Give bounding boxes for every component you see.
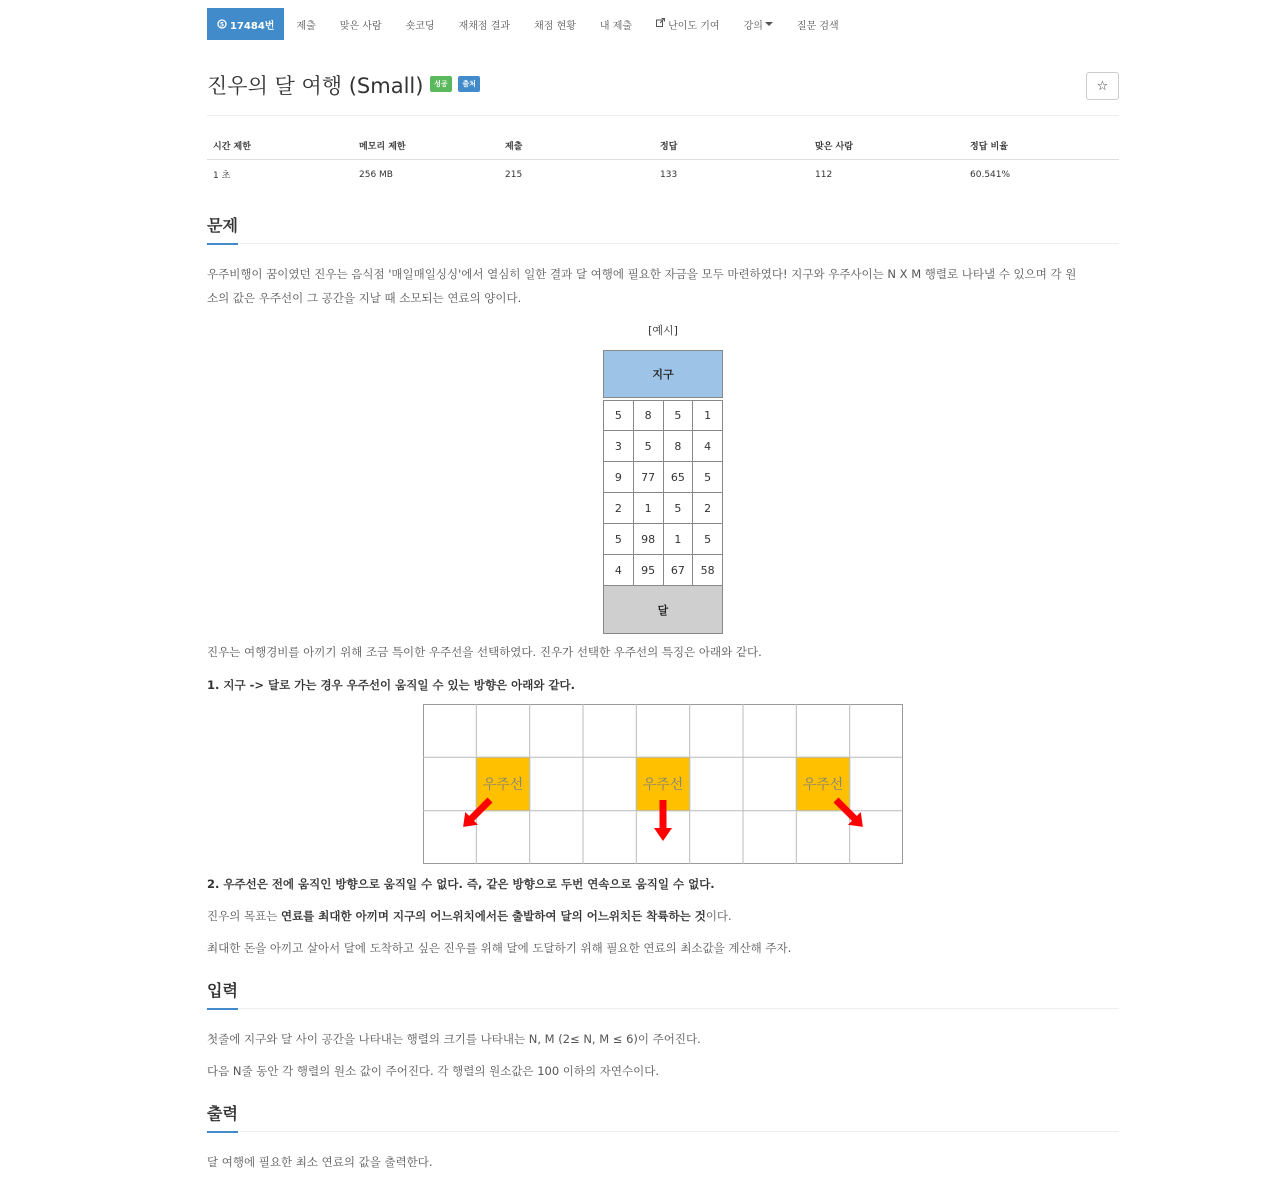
ship-label-right: 우주선 [802, 777, 844, 793]
source-badge[interactable]: 출처 [458, 76, 480, 92]
submissions-value: 215 [505, 169, 523, 180]
main-container [207, 0, 1119, 1169]
ship-label-center: 우주선 [642, 777, 684, 793]
grid-cell: 1 [634, 493, 664, 524]
grid-cell: 5 [664, 400, 694, 431]
nav-my-submissions[interactable]: 내 제출 [599, 20, 633, 32]
favorite-button[interactable] [1086, 72, 1119, 100]
grid-cell: 77 [634, 462, 664, 493]
rule-1 [207, 673, 1119, 697]
ship-label-left: 우주선 [482, 777, 524, 793]
grid-cell: 9 [604, 462, 634, 493]
caret-down-icon [765, 22, 773, 26]
direction-figure [423, 704, 903, 864]
problem-menu [207, 0, 1119, 48]
output-line-1: 달 여행에 필요한 최소 연료의 값을 출력한다. [207, 1155, 433, 1169]
grid-cell: 5 [664, 493, 694, 524]
problem-heading-text: 문제 [207, 213, 238, 245]
output-section-heading [207, 1101, 1119, 1132]
nav-difficulty-label: 난이도 기여 [668, 20, 720, 32]
grid-cell: 3 [604, 431, 634, 462]
page-title [207, 70, 480, 100]
grid-cell: 1 [664, 524, 694, 555]
accept-ratio-value: 60.541% [970, 169, 1011, 180]
grid-cell: 5 [693, 462, 723, 493]
problem-paragraph-2: 진우는 여행경비를 아끼기 위해 조금 특이한 우주선을 선택하였다. 진우가 선택한 우주선의 특징은 아래와 같다. [207, 645, 762, 659]
time-limit-value: 1 초 [213, 171, 231, 181]
svg-text:5: 5 [219, 21, 225, 29]
badge-icon [217, 18, 227, 30]
goal-bold: 연료를 최대한 아끼며 지구의 어느위치에서든 출발하여 달의 어느위치든 착륙하는 것 [280, 909, 706, 923]
grid-cell: 8 [634, 400, 664, 431]
nav-question-search[interactable]: 질문 검색 [796, 20, 839, 32]
rule-1-text: 1. 지구 -> 달로 가는 경우 우주선이 움직일 수 있는 방향은 아래와 같다. [207, 678, 576, 692]
success-badge[interactable]: 성공 [430, 76, 452, 92]
rule-2-text: 2. 우주선은 전에 움직인 방향으로 움직일 수 없다. 즉, 같은 방향으로 두번 연속으로 움직일 수 없다. [207, 877, 715, 891]
grid-cell: 95 [634, 555, 664, 586]
goal-prefix: 진우의 목표는 [207, 909, 281, 923]
nav-difficulty[interactable] [644, 8, 731, 40]
problem-title: 진우의 달 여행 (Small) [207, 74, 424, 98]
input-line-1: 첫줄에 지구와 달 사이 공간을 나타내는 행렬의 크기를 나타내는 N, M (2≤ N, M ≤ 6)이 주어진다. [207, 1032, 701, 1046]
table-row [207, 160, 1119, 190]
grid-cell: 5 [634, 431, 664, 462]
grid-cell: 67 [664, 555, 694, 586]
problem-text-line-1: 우주비행이 꿈이였던 진우는 음식점 '매일매일싱싱'에서 열심히 일한 결과 달 여행에 필요한 자금을 모두 마련하였다! 지구와 우주사이는 N X M 행렬로 나타낼 수 있으며 각 원 [207, 267, 1077, 281]
problem-id-label: 17484번 [230, 20, 275, 32]
table-header-row [207, 132, 1119, 160]
moon-label: 달 [603, 586, 723, 634]
grid-cell: 2 [693, 493, 723, 524]
accepted-value: 133 [660, 169, 678, 180]
grid-cell: 5 [693, 524, 723, 555]
star-icon: ☆ [1096, 78, 1109, 94]
solved-users-value: 112 [815, 169, 833, 180]
rule-2 [207, 872, 1119, 896]
grid-cell: 4 [693, 431, 723, 462]
header-solved-users: 맞은 사람 [809, 132, 964, 160]
direction-diagram [423, 704, 903, 864]
header-memory-limit: 메모리 제한 [353, 132, 499, 160]
external-link-icon [656, 18, 665, 30]
header-accepted: 정답 [654, 132, 809, 160]
problem-paragraph-3: 최대한 돈을 아끼고 살아서 달에 도착하고 싶은 진우를 위해 달에 도달하기 위해 필요한 연료의 최소값을 계산해 주자. [207, 941, 792, 955]
nav-lectures[interactable] [732, 8, 785, 40]
goal-suffix: 이다. [705, 909, 732, 923]
header-accept-ratio: 정답 비율 [964, 132, 1119, 160]
grid-cell: 5 [604, 524, 634, 555]
grid-cell: 2 [604, 493, 634, 524]
nav-short-coding[interactable]: 숏코딩 [405, 20, 435, 32]
problem-section-heading [207, 213, 1119, 244]
goal-paragraph [207, 904, 1119, 928]
problem-paragraph-1 [207, 262, 1119, 310]
grid-cell: 65 [664, 462, 694, 493]
earth-label: 지구 [603, 350, 723, 398]
fuel-grid [603, 400, 723, 586]
grid-cell: 58 [693, 555, 723, 586]
nav-solved-users[interactable]: 맞은 사람 [339, 20, 382, 32]
problem-info-table [207, 132, 1119, 189]
grid-cell: 5 [604, 400, 634, 431]
header-time-limit: 시간 제한 [207, 132, 353, 160]
memory-limit-value: 256 MB [359, 169, 393, 180]
output-heading-text: 출력 [207, 1101, 238, 1133]
grid-cell: 4 [604, 555, 634, 586]
title-row [207, 48, 1119, 116]
grid-cell: 8 [664, 431, 694, 462]
nav-rejudge[interactable]: 재채점 결과 [458, 20, 511, 32]
header-submissions: 제출 [499, 132, 654, 160]
nav-submit[interactable]: 제출 [296, 20, 316, 32]
grid-cell: 1 [693, 400, 723, 431]
example-caption: [예시] [648, 324, 678, 337]
problem-text-line-2: 소의 값은 우주선이 그 공간을 지날 때 소모되는 연료의 양이다. [207, 291, 522, 305]
input-line-2: 다음 N줄 동안 각 행렬의 원소 값이 주어진다. 각 행렬의 원소값은 100 이하의 자연수이다. [207, 1064, 659, 1078]
nav-status[interactable]: 채점 현황 [534, 20, 576, 32]
input-heading-text: 입력 [207, 978, 238, 1010]
input-section-heading [207, 978, 1119, 1009]
example-grid-figure [603, 350, 723, 634]
grid-cell: 98 [634, 524, 664, 555]
nav-lectures-label: 강의 [743, 20, 763, 32]
problem-id-tab[interactable] [207, 8, 284, 40]
